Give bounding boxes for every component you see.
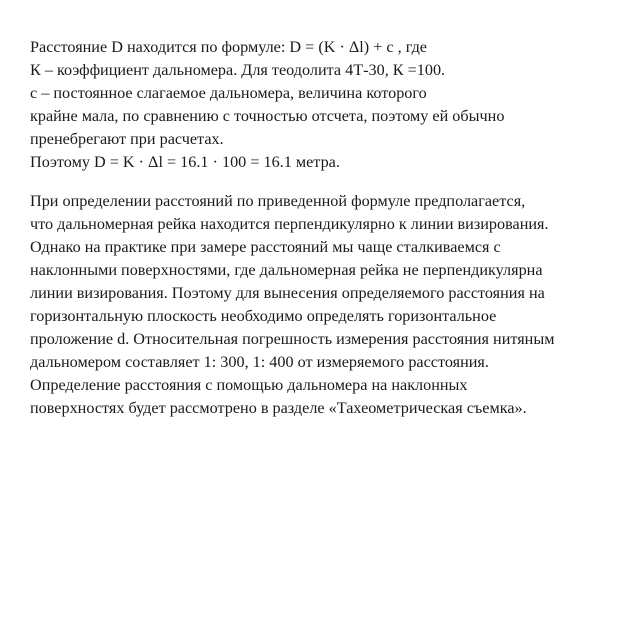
text-line: пренебрегают при расчетах. — [30, 130, 224, 148]
text-line: наклонными поверхностями, где дальномерная рейка не перпендикулярна — [30, 261, 543, 279]
text-line: линии визирования. Поэтому для вынесения определяемого расстояния на — [30, 284, 545, 302]
text-line: поверхностях будет рассмотрено в разделе «Тахеометрическая съемка». — [30, 399, 527, 417]
text-line: дальномером составляет 1: 300, 1: 400 от измеряемого расстояния. — [30, 353, 489, 371]
text-line: Определение расстояния с помощью дальномера на наклонных — [30, 376, 468, 394]
explanation-paragraph — [30, 190, 620, 420]
text-line: Расстояние D находится по формуле: D = (K · Δl) + c , где — [30, 38, 427, 56]
text-line: крайне мала, по сравнению с точностью отсчета, поэтому ей обычно — [30, 107, 505, 125]
text-line: Однако на практике при замере расстояний мы чаще сталкиваемся с — [30, 238, 501, 256]
text-line: проложение d. Относительная погрешность измерения расстояния нитяным — [30, 330, 555, 348]
text-line: горизонтальную плоскость необходимо определять горизонтальное — [30, 307, 497, 325]
text-line: К – коэффициент дальномера. Для теодолита 4Т-30, К =100. — [30, 61, 446, 79]
text-line: что дальномерная рейка находится перпендикулярно к линии визирования. — [30, 215, 549, 233]
formula-paragraph — [30, 36, 620, 174]
text-line: Поэтому D = K · Δl = 16.1 · 100 = 16.1 метра. — [30, 153, 340, 171]
text-line: c – постоянное слагаемое дальномера, величина которого — [30, 84, 427, 102]
text-line: При определении расстояний по приведенной формуле предполагается, — [30, 192, 526, 210]
